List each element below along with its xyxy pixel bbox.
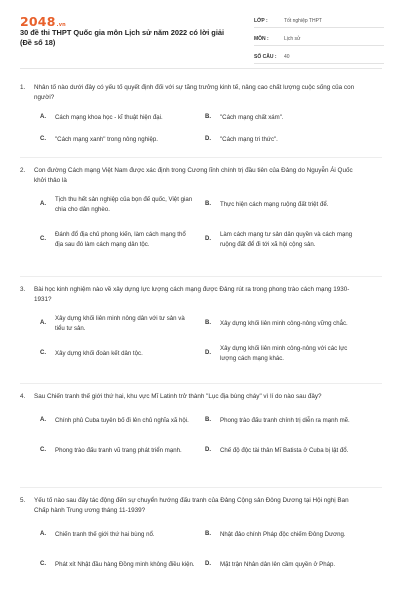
option-c[interactable] [40, 560, 205, 570]
option-c[interactable] [40, 230, 205, 249]
meta-label: LỚP : [254, 18, 268, 24]
question-1 [20, 83, 382, 151]
question-3 [20, 285, 382, 369]
option-letter: D. [205, 236, 211, 243]
option-letter: C. [40, 236, 46, 243]
option-text: Chế độ độc tài thân Mĩ Batista ở Cuba bị lật đổ. [220, 447, 349, 455]
option-d[interactable] [205, 135, 370, 145]
option-c[interactable] [40, 135, 205, 145]
option-text: Phong trào đấu tranh chính trị diễn ra mạnh mẽ. [220, 417, 350, 425]
option-letter: D. [205, 447, 211, 454]
option-letter: D. [205, 136, 211, 143]
answer-options [40, 107, 370, 151]
meta-row-grade [254, 15, 384, 28]
question-divider [20, 383, 382, 384]
option-letter: C. [40, 561, 46, 568]
meta-label: MÔN : [254, 36, 269, 42]
option-a[interactable] [40, 113, 205, 123]
answer-options [40, 309, 370, 369]
option-text: Đánh đổ địa chủ phong kiến, làm cách mạng thổ địa sau đó làm cách mạng dân tộc. [55, 231, 186, 248]
header-divider [20, 68, 382, 69]
option-letter: A. [40, 531, 46, 538]
option-a[interactable] [40, 530, 205, 540]
option-text: Xây dựng khối liên minh nông dân với tư sản và tiểu tư sản. [55, 315, 185, 332]
option-text: Xây dựng khối liên minh công-nông với các lực lượng cách mạng khác. [220, 345, 348, 362]
option-letter: A. [40, 320, 46, 327]
option-b[interactable] [205, 319, 370, 329]
question-2 [20, 166, 382, 260]
question-text: Con đường Cách mạng Việt Nam được xác định trong Cương lĩnh chính trị đầu tiên của Đảng do Nguyễn Ái Quốc khởi thảo là [34, 167, 353, 184]
option-text: Phát xít Nhật đầu hàng Đồng minh không điều kiện. [55, 561, 195, 569]
option-letter: C. [40, 350, 46, 357]
question-divider [20, 157, 382, 158]
option-letter: B. [205, 531, 211, 538]
option-letter: D. [205, 561, 211, 568]
meta-row-subject [254, 33, 384, 46]
option-letter: A. [40, 114, 46, 121]
meta-row-count [254, 51, 384, 64]
question-number: 5. [20, 497, 26, 504]
option-a[interactable] [40, 195, 205, 214]
option-b[interactable] [205, 113, 370, 123]
option-c[interactable] [40, 349, 205, 359]
option-letter: A. [40, 417, 46, 424]
site-logo[interactable] [20, 14, 66, 29]
option-d[interactable] [205, 446, 370, 456]
option-letter: B. [205, 114, 211, 121]
option-d[interactable] [205, 344, 370, 363]
option-letter: C. [40, 447, 46, 454]
option-d[interactable] [205, 560, 370, 570]
option-text: Chiến tranh thế giới thứ hai bùng nổ. [55, 531, 155, 539]
option-text: Thực hiện cách mạng ruộng đất triệt để. [220, 201, 329, 209]
option-text: "Cách mạng chất xám". [220, 114, 284, 122]
question-text: Sau Chiến tranh thế giới thứ hai, khu vực Mĩ Latinh trở thành "Lục địa bùng cháy" vì lí do nào sau đây? [34, 393, 322, 400]
option-text: Phong trào đấu tranh vũ trang phát triển mạnh. [55, 447, 182, 455]
option-text: Cách mạng khoa học - kĩ thuật hiện đại. [55, 114, 163, 122]
document-title: 30 đề thi THPT Quốc gia môn Lịch sử năm 2022 có lời giải (Đề số 18) [20, 28, 225, 47]
option-text: Nhật đảo chính Pháp độc chiếm Đông Dương. [220, 531, 346, 539]
option-text: Tịch thu hết sản nghiệp của bọn đế quốc, Việt gian chia cho dân nghèo. [55, 196, 193, 213]
option-text: "Cách mạng tri thức". [220, 136, 278, 144]
question-number: 3. [20, 286, 26, 293]
option-text: Làm cách mạng tư sản dân quyền và cách mạng ruộng đất để đi tới xã hội cộng sản. [220, 231, 353, 248]
option-letter: C. [40, 136, 46, 143]
meta-value: Lịch sử [284, 36, 301, 42]
option-text: "Cách mạng xanh" trong nông nghiệp. [55, 136, 158, 144]
question-number: 4. [20, 393, 26, 400]
logo-main: 2048 [20, 14, 56, 29]
option-b[interactable] [205, 416, 370, 426]
meta-value: Tốt nghiệp THPT [284, 18, 322, 24]
meta-value: 40 [284, 54, 290, 60]
option-letter: B. [205, 417, 211, 424]
option-a[interactable] [40, 416, 205, 426]
answer-options [40, 190, 370, 260]
option-a[interactable] [40, 314, 205, 333]
answer-options [40, 520, 370, 580]
option-letter: D. [205, 350, 211, 357]
question-4 [20, 392, 382, 466]
question-text: Nhân tố nào dưới đây có yếu tố quyết định đối với sự tăng trưởng kinh tế, nâng cao chất lượng cuộc sống của con người? [34, 84, 355, 101]
option-text: Chính phủ Cuba tuyên bố đi lên chủ nghĩa xã hội. [55, 417, 189, 425]
option-b[interactable] [205, 200, 370, 210]
question-number: 1. [20, 84, 26, 91]
question-text: Yếu tố nào sau đây tác động đến sự chuyển hướng đấu tranh của Đảng Cộng sản Đông Dương tại Hội nghị Ban Chấp hành Trung ương tháng 11-1939? [34, 497, 349, 514]
meta-panel [254, 15, 384, 69]
option-d[interactable] [205, 230, 370, 249]
answer-options [40, 406, 370, 466]
question-divider [20, 276, 382, 277]
question-5 [20, 496, 382, 580]
question-number: 2. [20, 167, 26, 174]
option-b[interactable] [205, 530, 370, 540]
option-letter: A. [40, 201, 46, 208]
meta-label: SỐ CÂU : [254, 54, 277, 60]
option-letter: B. [205, 320, 211, 327]
option-text: Xây dựng khối liên minh công-nông vững chắc. [220, 320, 348, 328]
logo-sub: .vn [56, 22, 66, 28]
option-letter: B. [205, 201, 211, 208]
question-text: Bài học kinh nghiệm nào về xây dựng lực lượng cách mạng được Đảng rút ra trong phong trào cách mạng 1930-1931? [34, 286, 350, 303]
question-divider [20, 487, 382, 488]
option-text: Mặt trận Nhân dân lên cầm quyền ở Pháp. [220, 561, 336, 569]
option-c[interactable] [40, 446, 205, 456]
page-header [0, 0, 400, 64]
option-text: Xây dựng khối đoàn kết dân tộc. [55, 350, 143, 358]
